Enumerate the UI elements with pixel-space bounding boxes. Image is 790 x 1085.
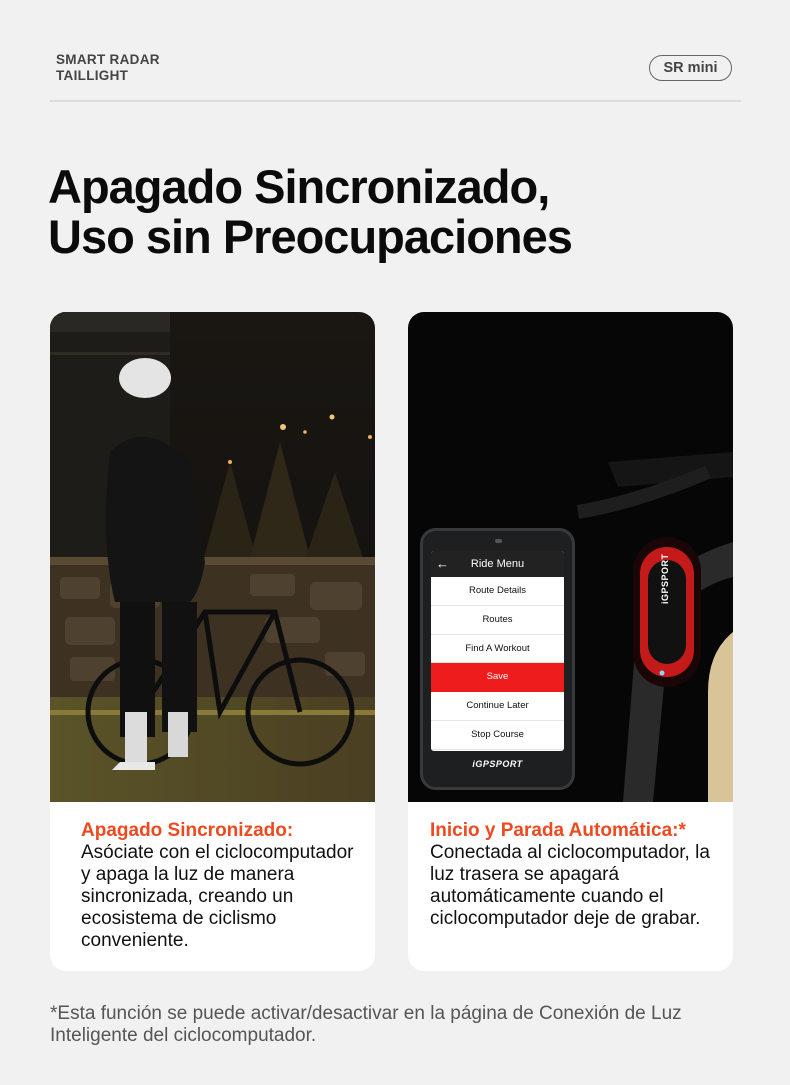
taillight-brand-logo: iGPSPORT [660,553,670,604]
feature-body: Conectada al ciclocomputador, la luz trasera se apagará automáticamente cuando el ciclocomputador deje de grabar. [430,842,710,929]
page-title [48,162,748,262]
page-title-line1: Apagado Sincronizado, [48,160,550,213]
header-divider [50,100,741,102]
product-category-line2: TAILLIGHT [56,68,129,83]
feature-title: Inicio y Parada Automática:* [430,820,686,841]
menu-item-continue-later[interactable]: Continue Later [431,692,564,721]
bike-computer-device [420,528,575,790]
menu-item-route-details[interactable]: Route Details [431,577,564,606]
menu-item-save[interactable]: Save [431,663,564,692]
cyclist-night-photo [50,312,375,802]
feature-title: Apagado Sincronizado: [81,820,294,841]
page-title-line2: Uso sin Preocupaciones [48,210,572,263]
menu-item-stop-course[interactable]: Stop Course [431,721,564,750]
bike-computer-photo [408,312,733,802]
feature-body: Asóciate con el ciclocomputador y apaga la luz de manera sincronizada, creando un ecosistema de ciclismo conveniente. [81,842,354,951]
back-arrow-icon[interactable]: ← [436,556,449,571]
device-brand-logo: iGPSPORT [472,759,523,769]
product-category-line1: SMART RADAR [56,52,160,67]
ride-menu-header [431,551,564,577]
feature-card-auto-start-stop [408,312,733,971]
feature-description [81,820,366,952]
feature-description [430,820,730,930]
product-category-label [56,52,160,84]
device-sensor [495,539,502,543]
feature-card-sync-off [50,312,375,971]
ride-menu-title: Ride Menu [470,558,525,570]
footnote: *Esta función se puede activar/desactivar en la página de Conexión de Luz Inteligente del ciclocomputador. [50,1003,682,1046]
menu-item-routes[interactable]: Routes [431,606,564,635]
model-badge: SR mini [649,55,732,81]
ride-menu-screen [431,551,564,751]
menu-item-find-workout[interactable]: Find A Workout [431,635,564,664]
